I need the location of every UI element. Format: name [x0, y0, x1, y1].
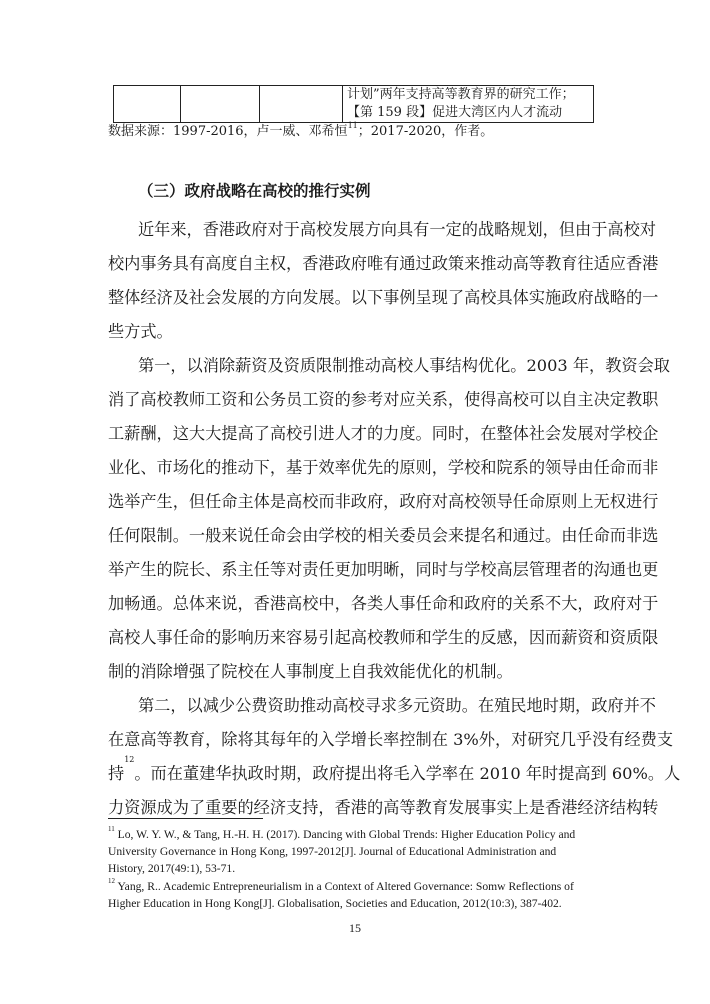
paragraph-line: 校内事务具有高度自主权，香港政府唯有通过政策来推动高等教育往适应香港	[108, 254, 659, 273]
paragraph-text: 持	[108, 764, 125, 783]
data-source-text: ；2017-2020，作者。	[357, 124, 494, 139]
footnote	[108, 826, 604, 877]
footnote-line: University Governance in Hong Kong, 1997-2012[J]. Journal of Educational Administration and	[108, 845, 557, 858]
data-source-note	[108, 123, 493, 141]
footnote-mark: 11	[108, 825, 115, 833]
paragraph-line: 加畅通。总体来说，香港高校中，各类人事任命和政府的关系不大，政府对于	[108, 594, 659, 613]
cell-line: 【第 159 段】促进大湾区内人才流动	[347, 105, 563, 120]
paragraph-line	[108, 755, 681, 791]
footnote-line	[108, 826, 604, 843]
paragraph-line: 业化、市场化的推动下，基于效率优先的原则，学校和院系的领导由任命而非	[108, 458, 659, 477]
table-cell	[260, 86, 343, 123]
footnote-line: Higher Education in Hong Kong[J]. Globalisation, Societies and Education, 2012(10:3), 387-402.	[108, 897, 562, 910]
footnote-line: History, 2017(49:1), 53-71.	[108, 862, 236, 875]
paragraph-line: 整体经济及社会发展的方向发展。以下事例呈现了高校具体实施政府战略的一	[108, 288, 659, 307]
footnote-text: Lo, W. Y. W., & Tang, H.-H. H. (2017). Dancing with Global Trends: Higher Education Policy and	[117, 828, 576, 841]
paragraph-line: 选举产生，但任命主体是高校而非政府，政府对高校领导任命原则上无权进行	[108, 492, 659, 511]
footnote	[108, 878, 604, 912]
table-cell	[181, 86, 260, 123]
paragraph-line: 任何限制。一般来说任命会由学校的相关委员会来提名和通过。由任命而非选	[108, 526, 659, 545]
paragraph-line: 消了高校教师工资和公务员工资的参考对应关系，使得高校可以自主决定教职	[108, 390, 659, 409]
section-heading: （三）政府战略在高校的推行实例	[138, 181, 371, 200]
paragraph-line: 力资源成为了重要的经济支持，香港的高等教育发展事实上是香港经济结构转	[108, 798, 659, 817]
paragraph-line: 在意高等教育，除将其每年的入学增长率控制在 3%外，对研究几乎没有经费支	[108, 730, 674, 749]
page-number: 15	[349, 921, 361, 935]
table-row	[114, 86, 594, 123]
paragraph-line: 近年来，香港政府对于高校发展方向具有一定的战略规划，但由于高校对	[138, 220, 656, 239]
footnote-text: Yang, R.. Academic Entrepreneurialism in a Context of Altered Governance: Somw Reflections of	[117, 880, 574, 893]
paragraph-line: 些方式。	[108, 322, 173, 341]
table-cell	[114, 86, 181, 123]
paragraph-line: 高校人事任命的影响历来容易引起高校教师和学生的反感，因而薪资和资质限	[108, 628, 659, 647]
table-cell-text	[343, 86, 594, 123]
cell-line: 计划”两年支持高等教育界的研究工作；	[347, 87, 575, 102]
paragraph-line: 第二，以减少公费资助推动高校寻求多元资助。在殖民地时期，政府并不	[138, 696, 656, 715]
paragraph-line: 制的消除增强了院校在人事制度上自我效能优化的机制。	[108, 662, 513, 681]
footnote-line	[108, 878, 604, 895]
paragraph-line: 工薪酬，这大大提高了高校引进人才的力度。同时，在整体社会发展对学校企	[108, 424, 659, 443]
footnote-divider	[108, 818, 263, 819]
table-fragment	[113, 85, 594, 123]
paragraph-line: 第一，以消除薪资及资质限制推动高校人事结构优化。2003 年，教资会取	[138, 356, 670, 375]
data-source-text: 数据来源：1997-2016，卢一威、邓希恒	[108, 124, 348, 139]
footnote-ref: 11	[347, 121, 358, 130]
footnote-mark: 12	[108, 877, 115, 885]
paragraph-text: 。而在董建华执政时期，政府提出将毛入学率在 2010 年时提高到 60%。人	[134, 764, 681, 783]
paragraph-line: 举产生的院长、系主任等对责任更加明晰，同时与学校高层管理者的沟通也更	[108, 560, 659, 579]
footnote-ref: 12	[124, 755, 135, 764]
